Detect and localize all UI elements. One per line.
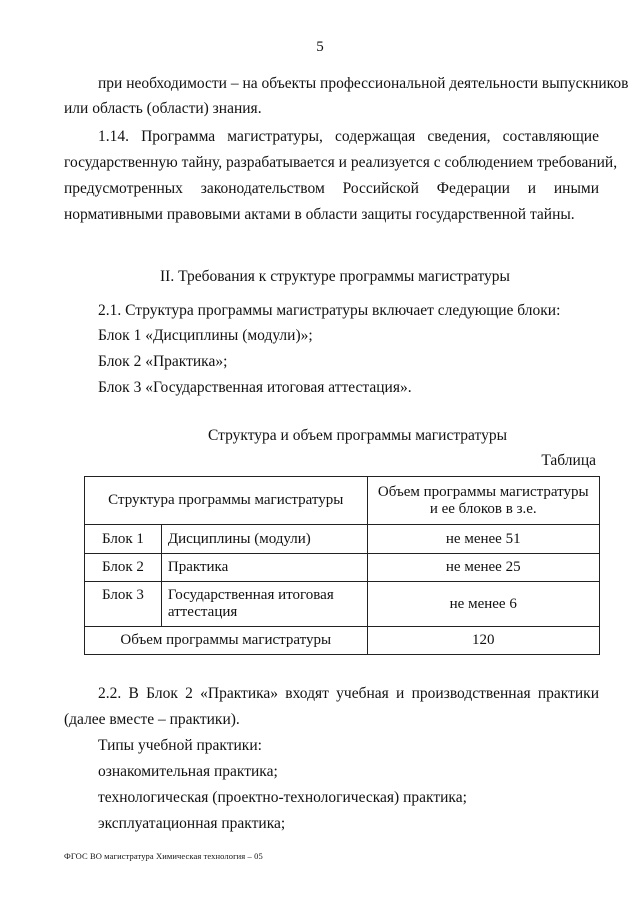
header-volume xyxy=(367,477,600,525)
section-heading: II. Требования к структуре программы магистратуры xyxy=(160,268,510,285)
block-cell: Блок 1 xyxy=(85,525,162,554)
header-volume-line: Объем программы магистратуры xyxy=(377,483,589,500)
paragraph-line: или область (области) знания. xyxy=(64,100,262,117)
table-header-row xyxy=(85,477,600,525)
block-cell: Блок 2 xyxy=(85,554,162,582)
volume-cell: не менее 25 xyxy=(367,554,600,582)
paragraph-line: 2.1. Структура программы магистратуры включает следующие блоки: xyxy=(98,302,561,319)
list-item: технологическая (проектно-технологическая) практика; xyxy=(98,789,467,806)
volume-cell: не менее 51 xyxy=(367,525,600,554)
page-number: 5 xyxy=(316,39,324,55)
block-cell: Блок 3 xyxy=(85,582,162,627)
page-footer: ФГОС ВО магистратура Химическая технология – 05 xyxy=(64,851,263,861)
paragraph-line: нормативными правовыми актами в области защиты государственной тайны. xyxy=(64,206,575,223)
paragraph-line: при необходимости – на объекты профессиональной деятельности выпускников xyxy=(98,75,629,92)
volume-cell: не менее 6 xyxy=(367,582,600,627)
paragraph-line: государственную тайну, разрабатывается и реализуется с соблюдением требований, xyxy=(64,154,618,171)
paragraph-line: предусмотренных законодательством Российской Федерации и иными xyxy=(64,180,599,197)
header-volume-line: и ее блоков в з.е. xyxy=(429,500,537,517)
paragraph-line: Типы учебной практики: xyxy=(98,737,262,754)
table-total-row xyxy=(85,627,600,655)
block-name-line: Государственная итоговая xyxy=(167,587,334,603)
list-item: Блок 1 «Дисциплины (модули)»; xyxy=(98,327,313,344)
block-name-line: аттестация xyxy=(167,604,238,620)
total-value-cell: 120 xyxy=(367,627,600,655)
structure-table xyxy=(84,476,600,655)
list-item: Блок 3 «Государственная итоговая аттестация». xyxy=(98,379,412,396)
table-row xyxy=(85,582,600,627)
table-row xyxy=(85,554,600,582)
table-label: Таблица xyxy=(541,452,596,469)
block-name-cell xyxy=(161,582,367,627)
list-item: ознакомительная практика; xyxy=(98,763,278,780)
list-item: Блок 2 «Практика»; xyxy=(98,353,228,370)
block-name-cell: Дисциплины (модули) xyxy=(161,525,367,554)
table-row xyxy=(85,525,600,554)
total-label-cell: Объем программы магистратуры xyxy=(85,627,368,655)
block-name-cell: Практика xyxy=(161,554,367,582)
list-item: эксплуатационная практика; xyxy=(98,815,286,832)
paragraph-line: 2.2. В Блок 2 «Практика» входят учебная и производственная практики xyxy=(98,685,599,702)
table-caption: Структура и объем программы магистратуры xyxy=(208,427,508,444)
header-structure: Структура программы магистратуры xyxy=(85,477,368,525)
paragraph-line: 1.14. Программа магистратуры, содержащая сведения, составляющие xyxy=(98,128,599,145)
paragraph-line: (далее вместе – практики). xyxy=(64,711,240,728)
